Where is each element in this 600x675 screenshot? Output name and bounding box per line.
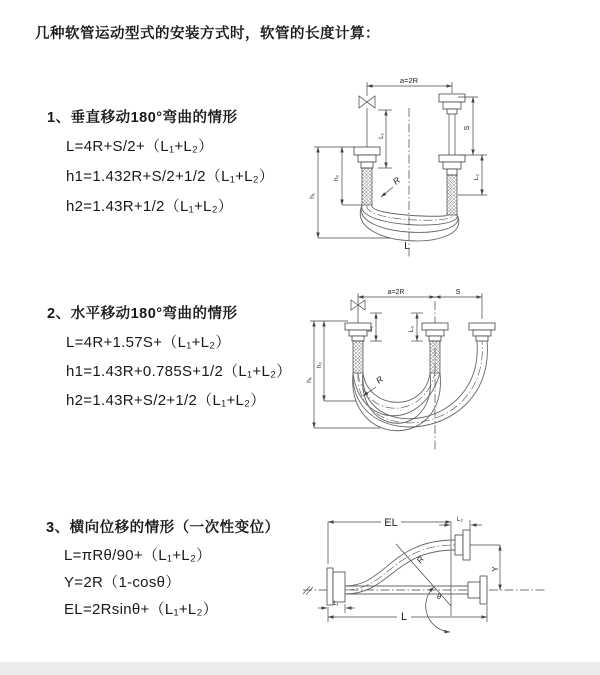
left-braided-hose: [362, 168, 372, 205]
d3-label-el: EL: [384, 517, 398, 529]
d1-label-l: L: [404, 240, 410, 252]
d1-label-l2: L₂: [473, 173, 480, 181]
section-3-formula-EL: EL=2Rsinθ+（L₁+L₂）: [64, 601, 218, 618]
d1-label-h1: h₁: [309, 193, 316, 199]
left-dimension-lines: [310, 321, 380, 428]
d1-label-h2: h₂: [333, 174, 340, 182]
d3-label-l: L: [400, 611, 408, 623]
d3-label-y: Y: [491, 566, 500, 572]
d2-label-a2r: a=2R: [387, 289, 405, 296]
hose-u-bends: [353, 341, 488, 431]
diagram-horizontal-180-bend: [300, 283, 595, 461]
diagram-vertical-180-bend: [300, 66, 595, 266]
left-flange: [327, 568, 345, 605]
left-braided-hose: [353, 341, 363, 373]
original-position-flange: [468, 576, 487, 604]
left-fitting: [354, 147, 380, 168]
upper-flange: [455, 530, 470, 560]
valve-icon: [359, 96, 375, 108]
d1-label-l1: L₁: [378, 133, 385, 139]
d2-label-l1: L₁: [367, 326, 374, 332]
section-2-heading: 2、水平移动180°弯曲的情形: [47, 306, 238, 322]
section-3-formula-L: L=πRθ/90+（L₁+L₂）: [64, 547, 212, 564]
section-3-formula-Y: Y=2R（1-cosθ）: [64, 574, 181, 591]
page-bottom-strip: [0, 662, 600, 675]
middle-braided-hose: [430, 341, 440, 373]
right-braided-hose: [447, 175, 457, 215]
section-1-formula-L: L=4R+S/2+（L₁+L₂）: [66, 138, 214, 155]
d2-label-r: R: [373, 373, 385, 386]
d2-label-l2: L₂: [408, 325, 415, 333]
section-2-formula-h2: h2=1.43R+S/2+1/2（L₁+L₂）: [66, 392, 266, 409]
d2-label-h2: h₂: [316, 361, 323, 369]
diagram-lateral-displacement: [298, 498, 600, 658]
d3-label-r: R: [414, 554, 427, 566]
d1-label-a2r: a=2R: [399, 76, 419, 85]
d3-label-l1: L₁: [333, 601, 339, 607]
d2-label-h1: h₁: [306, 377, 313, 383]
section-1-formula-h1: h1=1.432R+S/2+1/2（L₁+L₂）: [66, 168, 275, 185]
section-1-formula-h2: h2=1.43R+1/2（L₁+L₂）: [66, 198, 234, 215]
right-fittings: [439, 94, 465, 175]
section-2-formula-h1: h1=1.43R+0.785S+1/2（L₁+L₂）: [66, 363, 292, 380]
d1-label-r: R: [390, 174, 402, 187]
section-2-formula-L: L=4R+1.57S+（L₁+L₂）: [66, 334, 231, 351]
d1-label-s: S: [464, 125, 471, 131]
section-3-heading: 3、横向位移的情形（一次性变位）: [46, 520, 280, 536]
d2-label-s: S: [455, 289, 461, 296]
d3-label-l2: L₂: [456, 516, 464, 523]
d3-label-theta: θ: [437, 592, 442, 601]
radius-leader: [381, 187, 393, 197]
hose-u-bend: [360, 205, 459, 241]
section-1-heading: 1、垂直移动180°弯曲的情形: [47, 110, 238, 126]
page-title: 几种软管运动型式的安装方式时，软管的长度计算：: [35, 26, 380, 42]
left-dimension-lines: [314, 147, 390, 238]
